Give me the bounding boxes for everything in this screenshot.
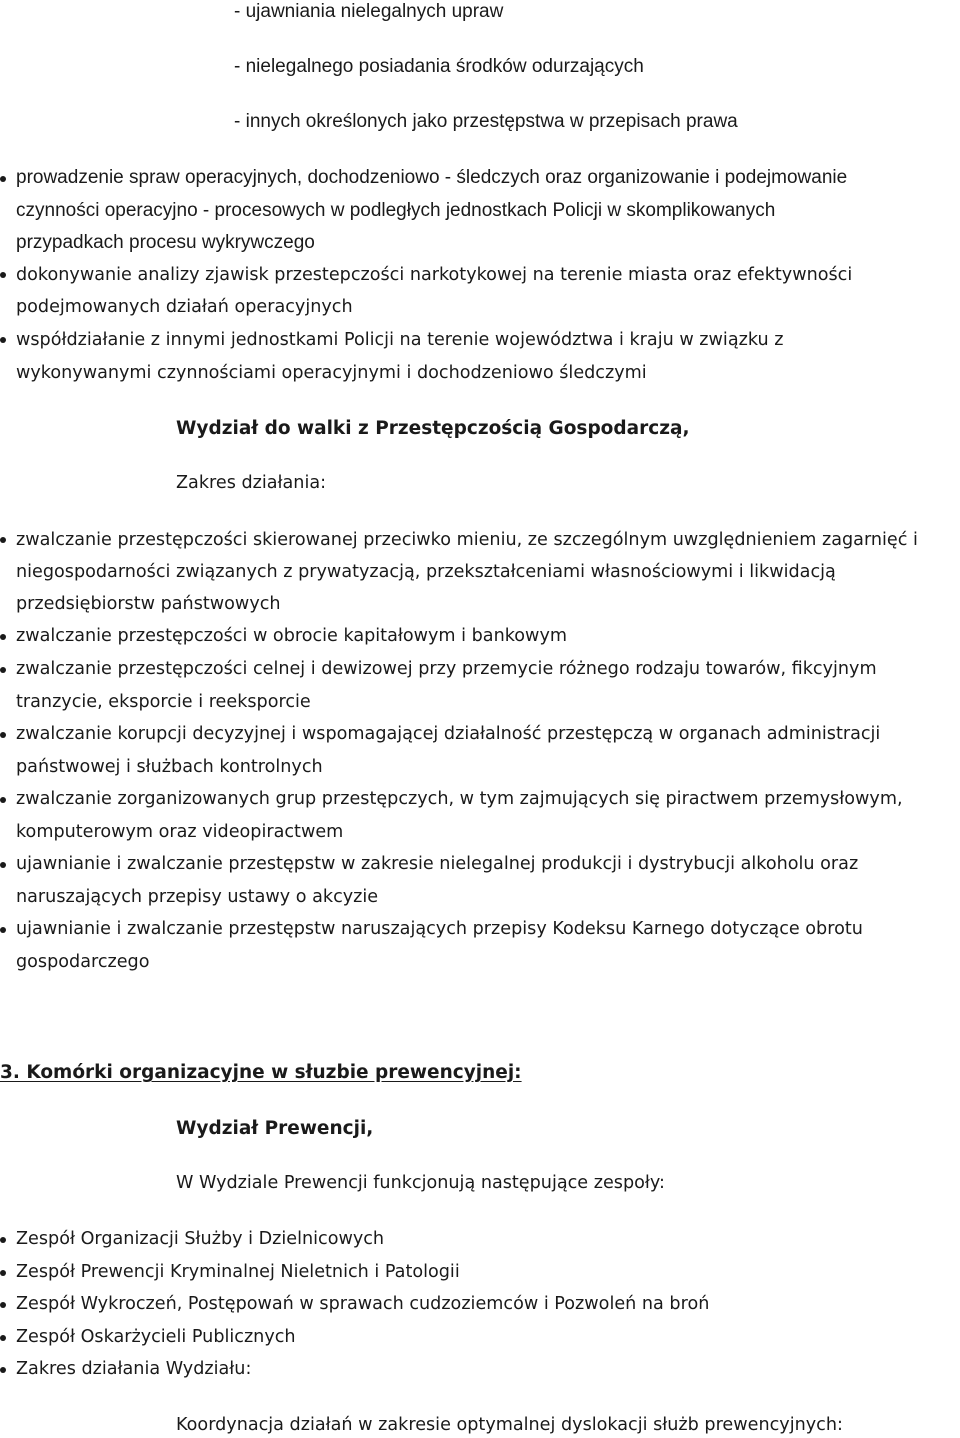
list-item-line: ujawnianie i zwalczanie przestępstw w zakresie nielegalnej produkcji i dystrybucji alkoholu oraz xyxy=(16,854,859,874)
scope-label: Zakres działania: xyxy=(176,473,327,493)
bullet-icon xyxy=(0,667,6,673)
list-item-line: komputerowym oraz videopiractwem xyxy=(16,822,344,842)
bullet-icon xyxy=(0,634,6,640)
list-item-line: przypadkach procesu wykrywczego xyxy=(16,232,315,253)
dash-item: - innych określonych jako przestępstwa w przepisach prawa xyxy=(234,111,738,132)
list-item-line: zwalczanie korupcji decyzyjnej i wspomagającej działalność przestępczą w organach administracji xyxy=(16,724,881,744)
dash-item: - nielegalnego posiadania środków odurzających xyxy=(234,56,644,77)
bullet-icon xyxy=(0,1367,6,1373)
list-item-line: zwalczanie przestępczości w obrocie kapitałowym i bankowym xyxy=(16,626,567,646)
list-item-line: prowadzenie spraw operacyjnych, dochodzeniowo - śledczych oraz organizowanie i podejmowanie xyxy=(16,167,848,188)
list-item-line: zwalczanie zorganizowanych grup przestępczych, w tym zajmujących się piractwem przemysłowym, xyxy=(16,789,903,809)
division-title: Wydział do walki z Przestępczością Gospodarczą, xyxy=(176,418,690,439)
bullet-icon xyxy=(0,862,6,868)
list-item-line: niegospodarności związanych z prywatyzacją, przekształceniami własnościowymi i likwidacją xyxy=(16,562,836,582)
list-item-line: naruszających przepisy ustawy o akcyzie xyxy=(16,887,379,907)
section-heading: 3. Komórki organizacyjne w słuzbie prewencyjnej: xyxy=(0,1062,522,1083)
list-item-line: dokonywanie analizy zjawisk przestepczości narkotykowej na terenie miasta oraz efektywności xyxy=(16,265,853,285)
list-item-line: podejmowanych działań operacyjnych xyxy=(16,297,353,317)
bullet-icon xyxy=(0,1335,6,1341)
list-item-line: ujawnianie i zwalczanie przestępstw naruszających przepisy Kodeksu Karnego dotyczące obrotu xyxy=(16,919,863,939)
team-item: Zespół Organizacji Służby i Dzielnicowych xyxy=(16,1229,385,1249)
bullet-icon xyxy=(0,797,6,803)
intro-text: W Wydziale Prewencji funkcjonują następujące zespoły: xyxy=(176,1173,665,1193)
bullet-icon xyxy=(0,1270,6,1276)
team-item: Zespół Prewencji Kryminalnej Nieletnich i Patologii xyxy=(16,1262,460,1282)
list-item-line: tranzycie, eksporcie i reeksporcie xyxy=(16,692,311,712)
list-item-line: przedsiębiorstw państwowych xyxy=(16,594,281,614)
team-item: Zespół Wykroczeń, Postępowań w sprawach cudzoziemców i Pozwoleń na broń xyxy=(16,1294,710,1314)
list-item-line: państwowej i służbach kontrolnych xyxy=(16,757,323,777)
team-item: Zespół Oskarżycieli Publicznych xyxy=(16,1327,296,1347)
bullet-icon xyxy=(0,537,6,543)
list-item-line: czynności operacyjno - procesowych w podległych jednostkach Policji w skomplikowanych xyxy=(16,200,776,221)
team-item: Zakres działania Wydziału: xyxy=(16,1359,252,1379)
bullet-icon xyxy=(0,927,6,933)
bullet-icon xyxy=(0,272,6,278)
division-title: Wydział Prewencji, xyxy=(176,1118,374,1139)
bullet-icon xyxy=(0,176,6,182)
dash-item: - ujawniania nielegalnych upraw xyxy=(234,1,504,22)
list-item-line: zwalczanie przestępczości celnej i dewizowej przy przemycie różnego rodzaju towarów, fikcyjnym xyxy=(16,659,877,679)
bullet-icon xyxy=(0,337,6,343)
bullet-icon xyxy=(0,1302,6,1308)
bullet-icon xyxy=(0,732,6,738)
list-item-line: gospodarczego xyxy=(16,952,150,972)
list-item-line: wykonywanymi czynnościami operacyjnymi i dochodzeniowo śledczymi xyxy=(16,363,647,383)
list-item-line: zwalczanie przestępczości skierowanej przeciwko mieniu, ze szczególnym uwzględnieniem zagarnięć i xyxy=(16,530,918,550)
list-item-line: współdziałanie z innymi jednostkami Policji na terenie województwa i kraju w związku z xyxy=(16,330,784,350)
bullet-icon xyxy=(0,1237,6,1243)
coordination-text: Koordynacja działań w zakresie optymalnej dyslokacji służb prewencyjnych: xyxy=(176,1415,843,1435)
